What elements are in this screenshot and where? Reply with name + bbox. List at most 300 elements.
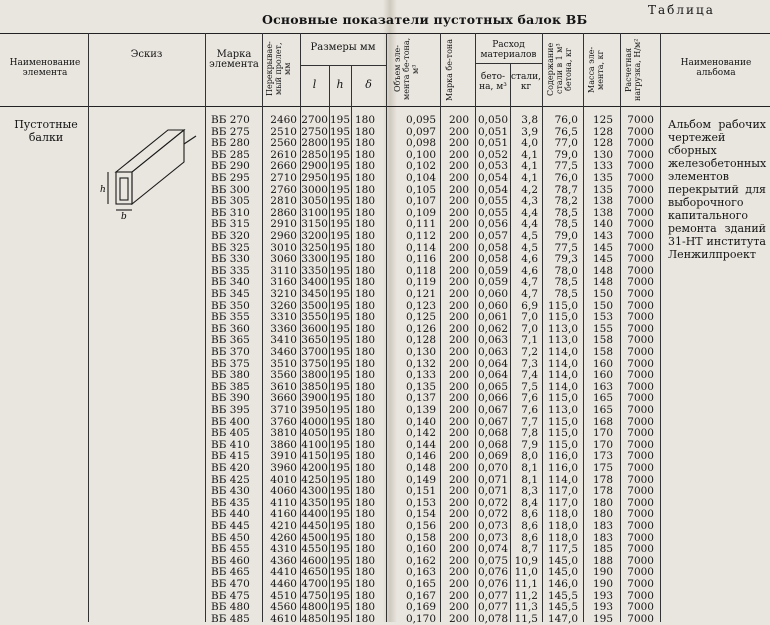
cell-concrete: 0,053 [477, 160, 508, 173]
cell-concrete: 0,052 [477, 148, 508, 161]
cell-span: 3010 [270, 241, 297, 254]
cell-steel: 7,3 [521, 357, 538, 370]
cell-concrete: 0,050 [477, 114, 508, 126]
cell-l: 3900 [301, 392, 328, 405]
table-row [0, 392, 770, 404]
table-row [0, 508, 770, 520]
cell-span: 2660 [270, 160, 297, 173]
cell-volume: 0,149 [405, 473, 436, 486]
cell-volume: 0,163 [405, 566, 436, 579]
cell-span: 3260 [270, 299, 297, 312]
cell-load: 7000 [627, 566, 654, 579]
cell-volume: 0,128 [405, 334, 436, 347]
cell-steel-content: 76,0 [554, 172, 578, 184]
cell-concrete-grade: 200 [448, 369, 469, 382]
cell-l: 2700 [301, 114, 328, 126]
table-row [0, 474, 770, 486]
cell-volume: 0,165 [405, 578, 436, 590]
cell-h: 195 [329, 137, 350, 150]
table-label: Таблица [648, 3, 715, 17]
header-album: Наименование альбома [680, 58, 752, 78]
cell-steel: 4,0 [521, 137, 538, 150]
cell-steel-content: 147,0 [547, 612, 578, 625]
cell-load: 7000 [627, 195, 654, 208]
cell-steel: 8,4 [521, 496, 538, 509]
cell-concrete: 0,077 [477, 589, 508, 602]
cell-steel-content: 78,5 [554, 206, 578, 219]
cell-span: 2760 [270, 183, 297, 196]
cell-delta: 180 [354, 543, 375, 556]
cell-delta: 180 [354, 566, 375, 579]
cell-steel-content: 116,0 [547, 462, 578, 474]
table-row [0, 300, 770, 312]
cell-load: 7000 [627, 357, 654, 370]
cell-delta: 180 [354, 462, 375, 474]
cell-volume: 0,162 [405, 554, 436, 567]
cell-concrete-grade: 200 [448, 125, 469, 138]
cell-mass: 168 [592, 415, 613, 428]
cell-l: 4600 [301, 554, 328, 567]
cell-h: 195 [329, 450, 350, 463]
cell-load: 7000 [627, 206, 654, 219]
cell-delta: 180 [354, 485, 375, 498]
cell-h: 195 [329, 357, 350, 370]
cell-span: 3910 [270, 450, 297, 463]
cell-h: 195 [329, 160, 350, 173]
cell-concrete-grade: 200 [448, 322, 469, 335]
cell-h: 195 [329, 195, 350, 208]
cell-l: 4550 [301, 543, 328, 556]
cell-mark: ВБ 355 [211, 311, 250, 324]
table-row [0, 160, 770, 172]
cell-concrete-grade: 200 [448, 195, 469, 208]
cell-delta: 180 [354, 601, 375, 614]
cell-mark: ВБ 430 [211, 485, 250, 498]
table-row [0, 334, 770, 346]
header-load: Расчетная нагрузка, Н/м² [624, 38, 642, 102]
cell-delta: 180 [354, 520, 375, 532]
cell-mass: 178 [592, 473, 613, 486]
table-row [0, 207, 770, 219]
cell-load: 7000 [627, 230, 654, 242]
cell-mass: 138 [592, 206, 613, 219]
cell-steel-content: 118,0 [547, 520, 578, 532]
table-row [0, 439, 770, 451]
cell-span: 4560 [270, 601, 297, 614]
cell-load: 7000 [627, 543, 654, 556]
cell-volume: 0,169 [405, 601, 436, 614]
cell-l: 4450 [301, 520, 328, 532]
cell-steel-content: 78,2 [554, 195, 578, 208]
cell-h: 195 [329, 230, 350, 242]
table-row [0, 485, 770, 497]
cell-mark: ВБ 325 [211, 241, 250, 254]
cell-mass: 173 [592, 450, 613, 463]
cell-l: 4350 [301, 496, 328, 509]
cell-volume: 0,153 [405, 496, 436, 509]
cell-volume: 0,158 [405, 531, 436, 544]
header-delta: δ [365, 78, 372, 91]
cell-span: 3660 [270, 392, 297, 405]
cell-concrete-grade: 200 [448, 206, 469, 219]
cell-mass: 148 [592, 264, 613, 277]
cell-steel-content: 76,5 [554, 125, 578, 138]
cell-mass: 128 [592, 125, 613, 138]
cell-mark: ВБ 345 [211, 288, 250, 300]
cell-steel-content: 114,0 [547, 357, 578, 370]
cell-mass: 130 [592, 148, 613, 161]
header-volume: Объем эле-мента бе-тона, м³ [393, 37, 420, 101]
cell-mark: ВБ 330 [211, 253, 250, 266]
cell-concrete: 0,073 [477, 520, 508, 532]
cell-concrete: 0,068 [477, 427, 508, 440]
cell-concrete-grade: 200 [448, 241, 469, 254]
cell-mass: 170 [592, 427, 613, 440]
cell-concrete-grade: 200 [448, 578, 469, 590]
cell-load: 7000 [627, 589, 654, 602]
cell-delta: 180 [354, 508, 375, 521]
cell-concrete: 0,071 [477, 473, 508, 486]
cell-h: 195 [329, 369, 350, 382]
cell-load: 7000 [627, 125, 654, 138]
cell-span: 2510 [270, 125, 297, 138]
cell-load: 7000 [627, 496, 654, 509]
cell-steel: 4,7 [521, 288, 538, 300]
cell-steel-content: 117,0 [547, 485, 578, 498]
cell-span: 2860 [270, 206, 297, 219]
cell-concrete: 0,072 [477, 496, 508, 509]
cell-load: 7000 [627, 322, 654, 335]
cell-span: 3160 [270, 276, 297, 289]
cell-steel: 8,6 [521, 508, 538, 521]
cell-steel-content: 115,0 [547, 311, 578, 324]
table-row [0, 172, 770, 184]
cell-steel-content: 78,7 [554, 183, 578, 196]
cell-steel-content: 114,0 [547, 346, 578, 358]
cell-volume: 0,119 [405, 276, 436, 289]
cell-mass: 193 [592, 601, 613, 614]
cell-steel-content: 77,5 [554, 241, 578, 254]
cell-delta: 180 [354, 380, 375, 393]
cell-concrete: 0,054 [477, 172, 508, 184]
cell-l: 3600 [301, 322, 328, 335]
cell-mark: ВБ 340 [211, 276, 250, 289]
cell-steel-content: 115,0 [547, 438, 578, 451]
cell-steel-content: 78,5 [554, 288, 578, 300]
table-row [0, 276, 770, 288]
cell-mass: 188 [592, 554, 613, 567]
cell-h: 195 [329, 601, 350, 614]
cell-mark: ВБ 275 [211, 125, 250, 138]
cell-load: 7000 [627, 427, 654, 440]
header-dims-group: Размеры мм [310, 42, 376, 53]
cell-concrete-grade: 200 [448, 264, 469, 277]
table-row [0, 265, 770, 277]
cell-mass: 145 [592, 241, 613, 254]
cell-steel-content: 113,0 [547, 404, 578, 416]
cell-volume: 0,167 [405, 589, 436, 602]
cell-mark: ВБ 465 [211, 566, 250, 579]
table-row [0, 566, 770, 578]
table-row [0, 149, 770, 161]
table-row [0, 543, 770, 555]
cell-mass: 175 [592, 462, 613, 474]
table-row [0, 555, 770, 567]
cell-concrete-grade: 200 [448, 612, 469, 625]
cell-h: 195 [329, 566, 350, 579]
cell-mark: ВБ 370 [211, 346, 250, 358]
cell-mark: ВБ 485 [211, 612, 250, 625]
cell-delta: 180 [354, 554, 375, 567]
cell-steel: 7,2 [521, 346, 538, 358]
cell-load: 7000 [627, 253, 654, 266]
cell-volume: 0,142 [405, 427, 436, 440]
cell-steel-content: 146,0 [547, 578, 578, 590]
cell-span: 3360 [270, 322, 297, 335]
cell-span: 4360 [270, 554, 297, 567]
cell-span: 2610 [270, 148, 297, 161]
cell-volume: 0,114 [405, 241, 436, 254]
cell-steel-content: 145,5 [547, 601, 578, 614]
cell-concrete: 0,078 [477, 612, 508, 625]
cell-concrete: 0,055 [477, 206, 508, 219]
cell-mark: ВБ 285 [211, 148, 250, 161]
cell-mark: ВБ 435 [211, 496, 250, 509]
cell-span: 3110 [270, 264, 297, 277]
cell-mark: ВБ 400 [211, 415, 250, 428]
cell-l: 4400 [301, 508, 328, 521]
header-l: l [312, 78, 317, 91]
cell-delta: 180 [354, 148, 375, 161]
cell-l: 4700 [301, 578, 328, 590]
cell-delta: 180 [354, 230, 375, 242]
cell-h: 195 [329, 612, 350, 625]
cell-mark: ВБ 375 [211, 357, 250, 370]
cell-steel: 7,1 [521, 334, 538, 347]
table-row [0, 578, 770, 590]
table-row [0, 184, 770, 196]
cell-span: 4610 [270, 612, 297, 625]
cell-steel-content: 118,0 [547, 508, 578, 521]
cell-delta: 180 [354, 438, 375, 451]
cell-mark: ВБ 405 [211, 427, 250, 440]
cell-concrete: 0,070 [477, 462, 508, 474]
cell-steel-content: 115,0 [547, 415, 578, 428]
cell-span: 4410 [270, 566, 297, 579]
cell-mark: ВБ 335 [211, 264, 250, 277]
cell-steel: 8,7 [521, 543, 538, 556]
cell-volume: 0,133 [405, 369, 436, 382]
cell-steel: 11,1 [514, 578, 538, 590]
cell-concrete-grade: 200 [448, 462, 469, 474]
cell-h: 195 [329, 543, 350, 556]
cell-steel-content: 145,0 [547, 554, 578, 567]
cell-mark: ВБ 480 [211, 601, 250, 614]
cell-mark: ВБ 365 [211, 334, 250, 347]
cell-concrete-grade: 200 [448, 288, 469, 300]
header-concrete: бето-на, м³ [479, 72, 507, 92]
cell-steel: 4,1 [521, 148, 538, 161]
cell-load: 7000 [627, 241, 654, 254]
cell-steel-content: 114,0 [547, 369, 578, 382]
cell-h: 195 [329, 218, 350, 231]
table-row [0, 369, 770, 381]
cell-delta: 180 [354, 299, 375, 312]
cell-load: 7000 [627, 172, 654, 184]
cell-l: 4850 [301, 612, 328, 625]
cell-volume: 0,139 [405, 404, 436, 416]
cell-h: 195 [329, 334, 350, 347]
table-row [0, 114, 770, 126]
table-row [0, 242, 770, 254]
cell-mark: ВБ 420 [211, 462, 250, 474]
cell-load: 7000 [627, 578, 654, 590]
cell-mass: 165 [592, 392, 613, 405]
cell-h: 195 [329, 380, 350, 393]
cell-l: 4650 [301, 566, 328, 579]
cell-h: 195 [329, 508, 350, 521]
cell-steel: 4,5 [521, 230, 538, 242]
cell-concrete-grade: 200 [448, 346, 469, 358]
cell-volume: 0,116 [405, 253, 436, 266]
cell-delta: 180 [354, 404, 375, 416]
cell-load: 7000 [627, 462, 654, 474]
cell-steel-content: 79,3 [554, 253, 578, 266]
cell-span: 4160 [270, 508, 297, 521]
cell-span: 2810 [270, 195, 297, 208]
cell-steel: 3,8 [521, 114, 538, 126]
cell-h: 195 [329, 589, 350, 602]
cell-steel-content: 78,0 [554, 264, 578, 277]
table-row [0, 532, 770, 544]
cell-volume: 0,156 [405, 520, 436, 532]
cell-span: 4310 [270, 543, 297, 556]
cell-concrete: 0,054 [477, 183, 508, 196]
cell-l: 3100 [301, 206, 328, 219]
cell-l: 3550 [301, 311, 328, 324]
cell-concrete: 0,068 [477, 438, 508, 451]
cell-mark: ВБ 450 [211, 531, 250, 544]
table-row [0, 288, 770, 300]
cell-volume: 0,098 [405, 137, 436, 150]
cell-h: 195 [329, 172, 350, 184]
cell-concrete-grade: 200 [448, 253, 469, 266]
cell-steel-content: 115,0 [547, 392, 578, 405]
table-row [0, 462, 770, 474]
cell-mark: ВБ 305 [211, 195, 250, 208]
cell-concrete: 0,051 [477, 137, 508, 150]
cell-mass: 143 [592, 230, 613, 242]
dims-subheader-rule [300, 65, 386, 66]
page-title: Основные показатели пустотных балок ВБ [262, 12, 588, 27]
sketch-label-h: h [100, 185, 106, 195]
cell-l: 4800 [301, 601, 328, 614]
cell-steel: 7,4 [521, 369, 538, 382]
cell-concrete: 0,071 [477, 485, 508, 498]
cell-span: 3810 [270, 427, 297, 440]
cell-concrete-grade: 200 [448, 334, 469, 347]
cell-delta: 180 [354, 137, 375, 150]
cell-span: 2910 [270, 218, 297, 231]
cell-volume: 0,135 [405, 380, 436, 393]
table-row [0, 126, 770, 138]
cell-steel: 7,6 [521, 404, 538, 416]
cell-concrete-grade: 200 [448, 311, 469, 324]
cell-concrete: 0,067 [477, 404, 508, 416]
cell-h: 195 [329, 578, 350, 590]
header-steel: стали, кг [511, 72, 541, 92]
cell-concrete: 0,072 [477, 508, 508, 521]
table-row [0, 404, 770, 416]
cell-load: 7000 [627, 334, 654, 347]
cell-concrete-grade: 200 [448, 183, 469, 196]
cell-load: 7000 [627, 264, 654, 277]
cell-l: 3250 [301, 241, 328, 254]
cell-mark: ВБ 350 [211, 299, 250, 312]
cell-l: 3000 [301, 183, 328, 196]
cell-h: 195 [329, 531, 350, 544]
cell-l: 3400 [301, 276, 328, 289]
cell-span: 4010 [270, 473, 297, 486]
cell-span: 3310 [270, 311, 297, 324]
cell-span: 3710 [270, 404, 297, 416]
cell-delta: 180 [354, 288, 375, 300]
cell-volume: 0,144 [405, 438, 436, 451]
cell-mark: ВБ 315 [211, 218, 250, 231]
table-row [0, 416, 770, 428]
cell-mass: 183 [592, 531, 613, 544]
header-sketch: Эскиз [130, 49, 163, 60]
cell-delta: 180 [354, 369, 375, 382]
cell-volume: 0,121 [405, 288, 436, 300]
cell-volume: 0,154 [405, 508, 436, 521]
cell-span: 4210 [270, 520, 297, 532]
cell-delta: 180 [354, 218, 375, 231]
cell-load: 7000 [627, 485, 654, 498]
cell-h: 195 [329, 206, 350, 219]
cell-delta: 180 [354, 276, 375, 289]
cell-load: 7000 [627, 183, 654, 196]
cell-load: 7000 [627, 346, 654, 358]
cell-concrete: 0,067 [477, 415, 508, 428]
cell-delta: 180 [354, 125, 375, 138]
cell-delta: 180 [354, 334, 375, 347]
cell-concrete-grade: 200 [448, 392, 469, 405]
cell-h: 195 [329, 554, 350, 567]
cell-steel: 11,2 [514, 589, 538, 602]
cell-mark: ВБ 310 [211, 206, 250, 219]
cell-concrete-grade: 200 [448, 589, 469, 602]
cell-volume: 0,100 [405, 148, 436, 161]
cell-mass: 145 [592, 253, 613, 266]
cell-concrete: 0,061 [477, 311, 508, 324]
header-bottom-rule [0, 106, 770, 107]
cell-span: 2960 [270, 230, 297, 242]
cell-steel-content: 79,0 [554, 230, 578, 242]
cell-load: 7000 [627, 148, 654, 161]
cell-l: 3300 [301, 253, 328, 266]
cell-h: 195 [329, 241, 350, 254]
cell-l: 4150 [301, 450, 328, 463]
cell-delta: 180 [354, 427, 375, 440]
cell-mass: 180 [592, 496, 613, 509]
cell-steel: 4,4 [521, 206, 538, 219]
cell-mark: ВБ 395 [211, 404, 250, 416]
cell-steel: 4,7 [521, 276, 538, 289]
cell-mark: ВБ 410 [211, 438, 250, 451]
cell-concrete: 0,069 [477, 450, 508, 463]
cell-concrete-grade: 200 [448, 380, 469, 393]
